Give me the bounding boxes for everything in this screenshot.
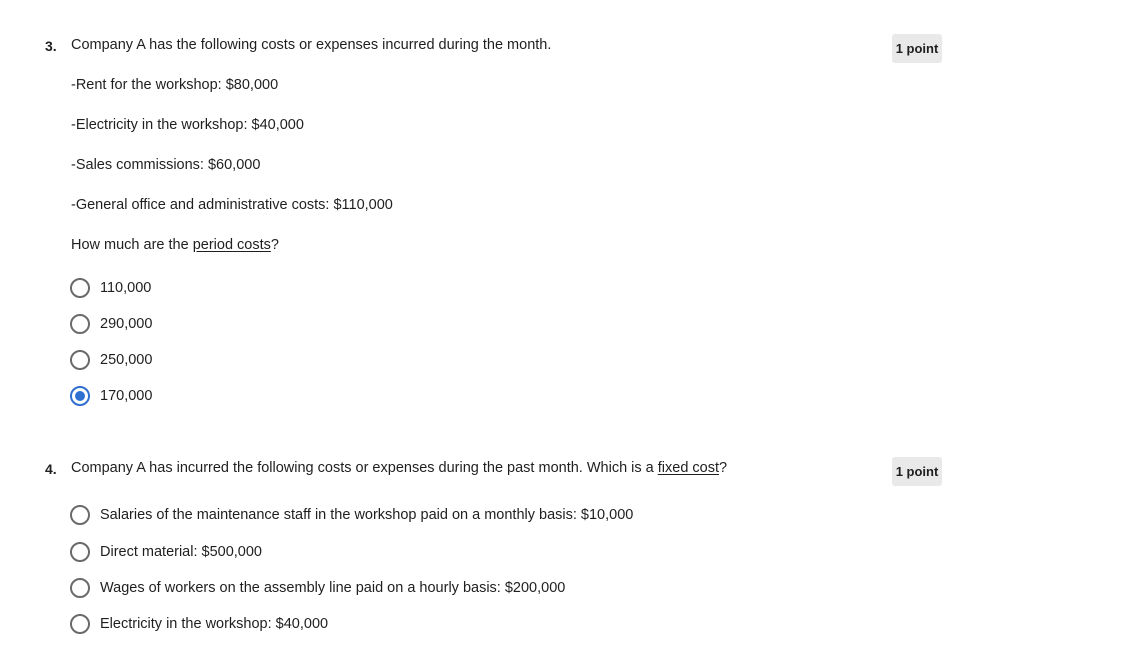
radio-button[interactable] xyxy=(70,278,90,298)
option-label[interactable]: Electricity in the workshop: $40,000 xyxy=(100,616,329,632)
option-label[interactable]: 290,000 xyxy=(100,316,153,332)
question-text: Company A has the following costs or expenses incurred during the month. xyxy=(71,37,552,53)
points-badge: 1 point xyxy=(892,457,942,486)
radio-button[interactable] xyxy=(70,542,90,562)
option-label[interactable]: Salaries of the maintenance staff in the workshop paid on a monthly basis: $10,000 xyxy=(100,507,634,523)
radio-button[interactable] xyxy=(70,614,90,634)
cost-item: -General office and administrative costs: $110,000 xyxy=(71,197,393,213)
radio-button[interactable] xyxy=(70,314,90,334)
radio-button[interactable] xyxy=(70,505,90,525)
answer-option[interactable] xyxy=(70,313,152,335)
question-number: 4. xyxy=(45,461,57,477)
answer-option[interactable] xyxy=(70,613,328,635)
prompt-text: How much are the xyxy=(71,237,193,253)
radio-button[interactable] xyxy=(70,578,90,598)
option-label[interactable]: Direct material: $500,000 xyxy=(100,544,262,560)
answer-option[interactable] xyxy=(70,504,633,526)
question-text-part: ? xyxy=(719,460,728,476)
option-label[interactable]: Wages of workers on the assembly line paid on a hourly basis: $200,000 xyxy=(100,580,566,596)
option-label[interactable]: 170,000 xyxy=(100,388,153,404)
question-text xyxy=(71,460,727,476)
option-label[interactable]: 250,000 xyxy=(100,352,153,368)
cost-item: -Rent for the workshop: $80,000 xyxy=(71,77,279,93)
cost-item: -Sales commissions: $60,000 xyxy=(71,157,261,173)
cost-item: -Electricity in the workshop: $40,000 xyxy=(71,117,304,133)
prompt-text: ? xyxy=(270,237,279,253)
question-text-part: Company A has incurred the following costs or expenses during the past month. Which is a xyxy=(71,460,658,476)
answer-option[interactable] xyxy=(70,277,151,299)
answer-option[interactable] xyxy=(70,541,262,563)
question-prompt xyxy=(71,237,279,253)
radio-button[interactable] xyxy=(70,386,90,406)
answer-option[interactable] xyxy=(70,577,565,599)
glossary-term-link[interactable]: period costs xyxy=(192,237,271,253)
answer-option[interactable] xyxy=(70,385,152,407)
option-label[interactable]: 110,000 xyxy=(100,280,152,296)
question-number: 3. xyxy=(45,38,57,54)
answer-option[interactable] xyxy=(70,349,152,371)
points-badge: 1 point xyxy=(892,34,942,63)
glossary-term-link[interactable]: fixed cost xyxy=(657,460,720,476)
radio-button[interactable] xyxy=(70,350,90,370)
